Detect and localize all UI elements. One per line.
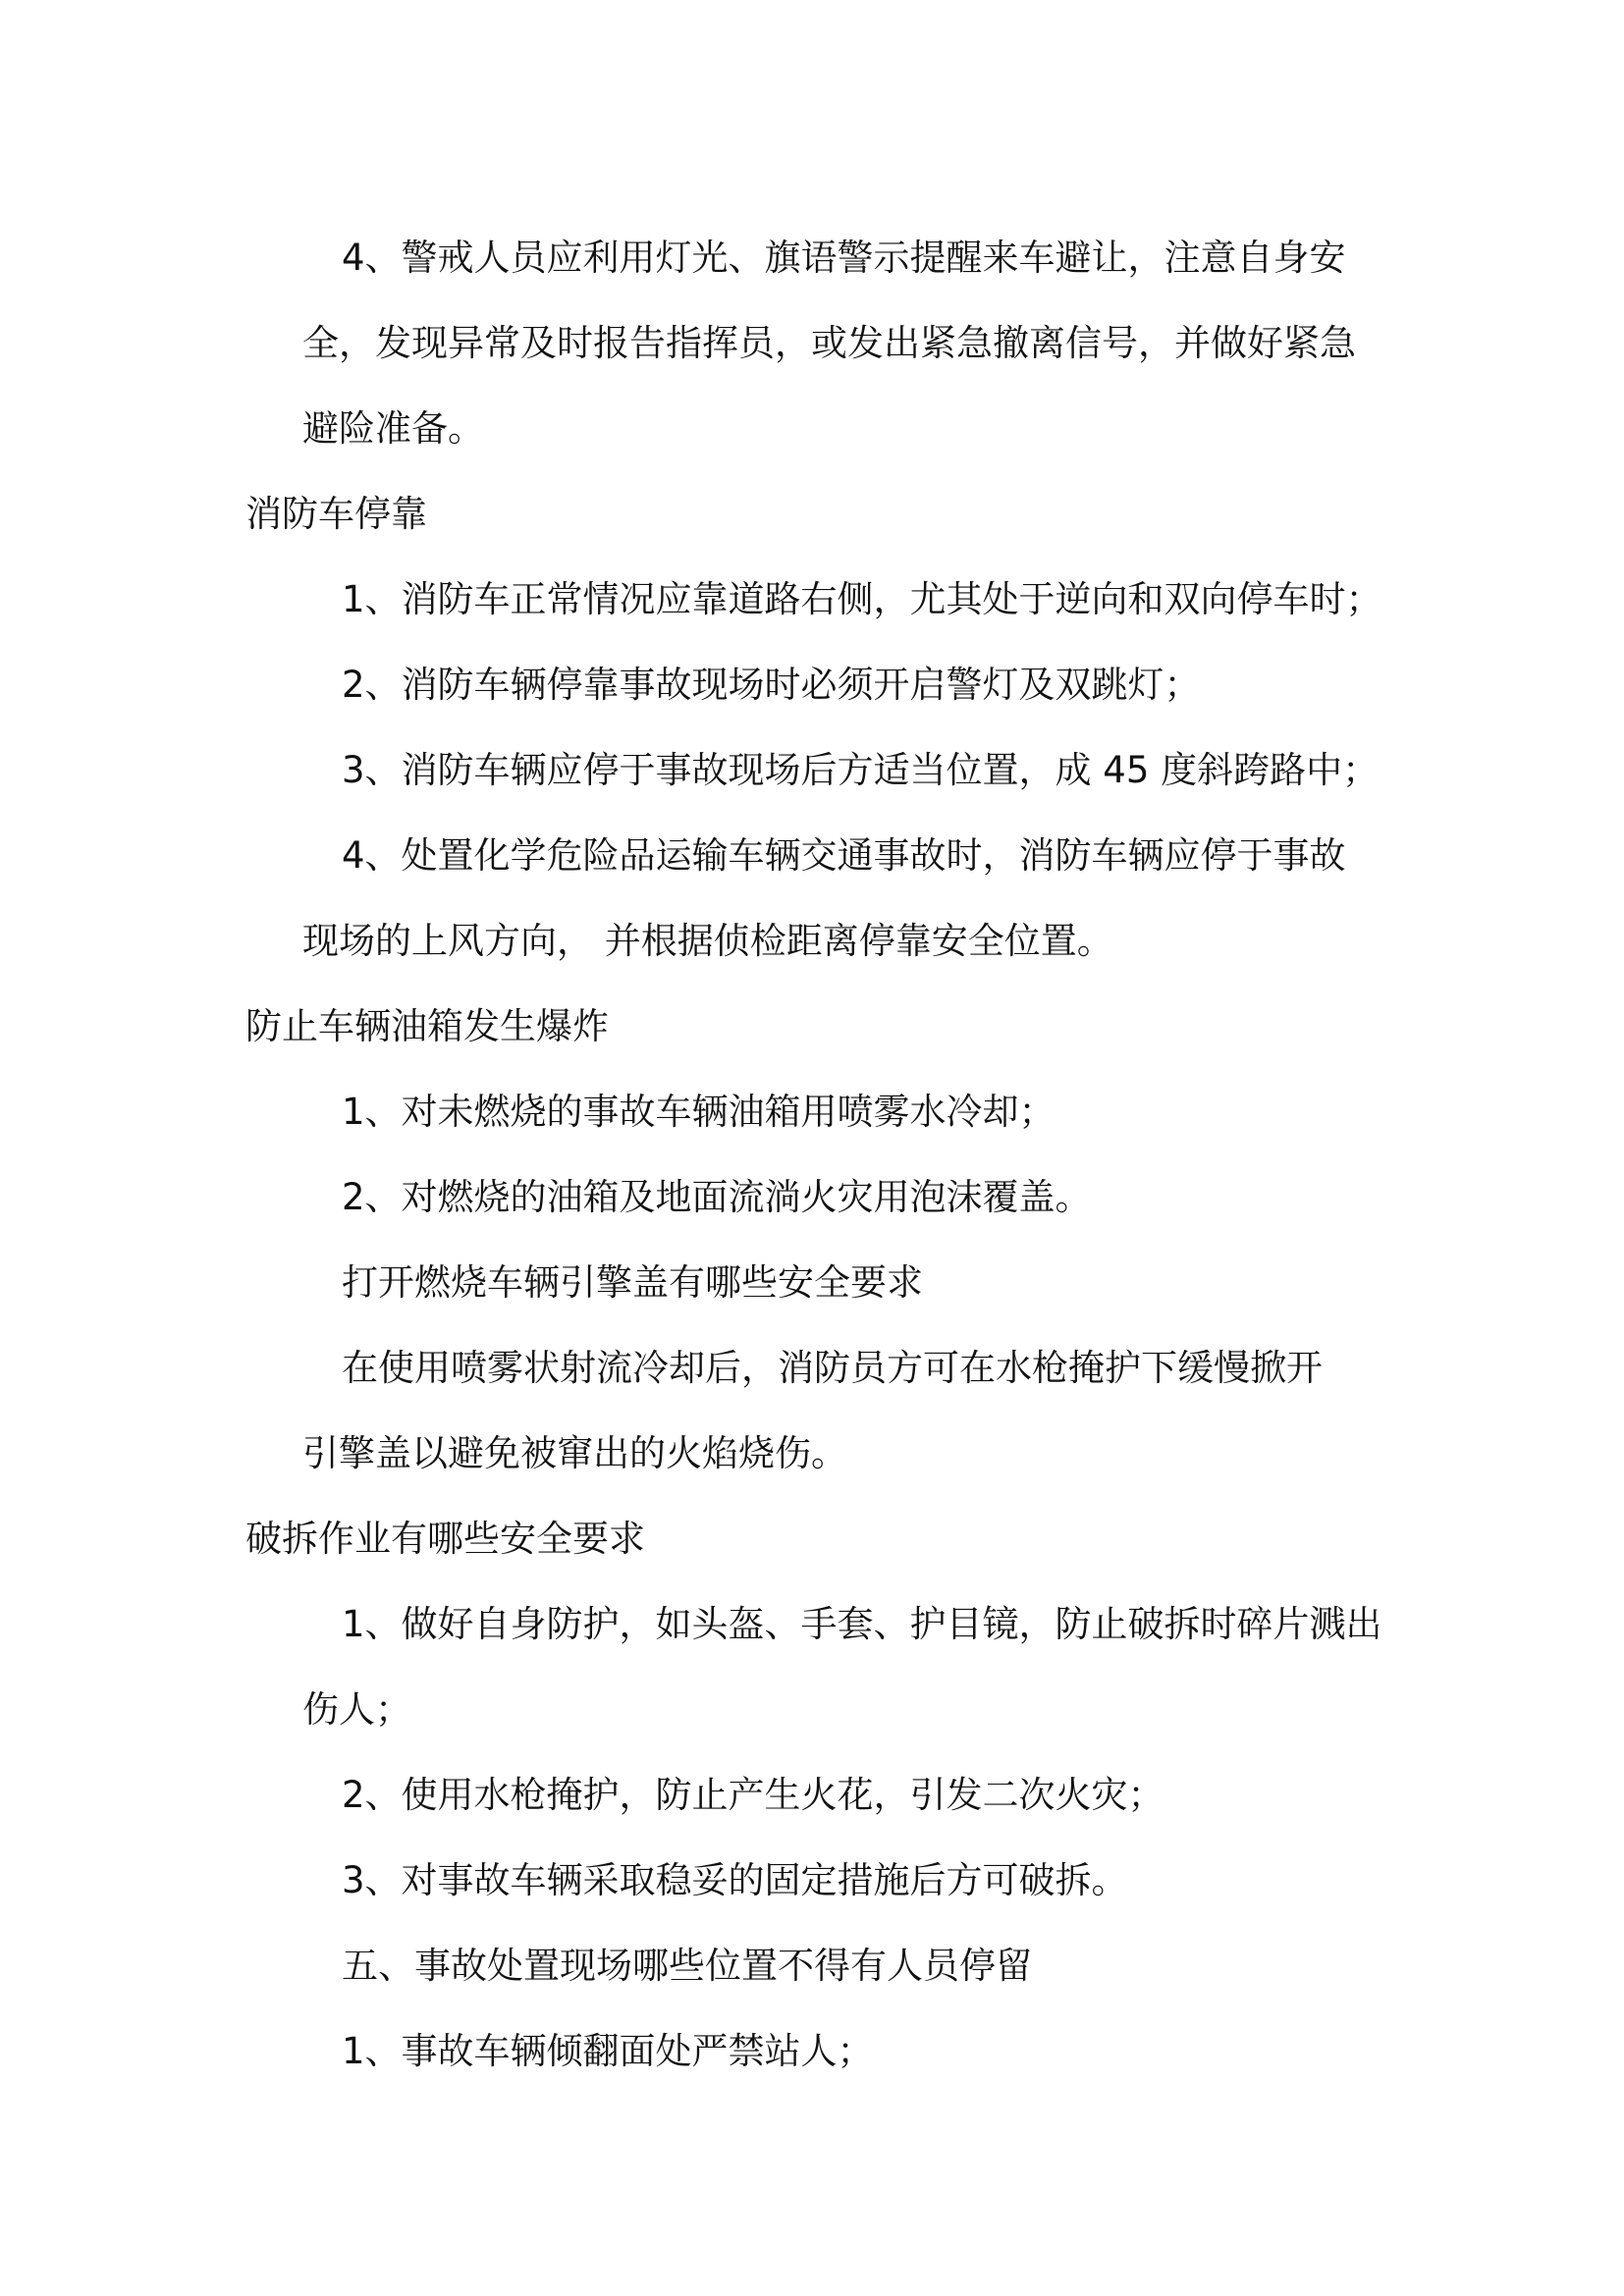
list-item: 1、消防车正常情况应靠道路右侧，尤其处于逆向和双向停车时； (342, 578, 1382, 620)
list-item: 2、使用水枪掩护，防止产生火花，引发二次火灾； (342, 1774, 1164, 1816)
paragraph-line: 伤人； (302, 1688, 411, 1731)
paragraph-line: 现场的上风方向， 并根据侦检距离停靠安全位置。 (302, 920, 1113, 962)
section-heading: 破拆作业有哪些安全要求 (245, 1518, 645, 1560)
list-item: 1、事故车辆倾翻面处严禁站人； (342, 2030, 874, 2072)
section-heading: 防止车辆油箱发生爆炸 (245, 1005, 609, 1047)
list-item: 3、对事故车辆采取稳妥的固定措施后方可破拆。 (342, 1859, 1128, 1901)
paragraph-line: 4、警戒人员应利用灯光、旗语警示提醒来车避让，注意自身安 (342, 237, 1346, 279)
list-item: 3、消防车辆应停于事故现场后方适当位置，成 45 度斜跨路中； (342, 749, 1380, 791)
list-item: 1、做好自身防护，如头盔、手套、护目镜，防止破拆时碎片溅出 (342, 1603, 1382, 1645)
section-heading: 消防车停靠 (245, 493, 427, 535)
paragraph-line: 在使用喷雾状射流冷却后，消防员方可在水枪掩护下缓慢掀开 (342, 1347, 1323, 1389)
list-item: 1、对未燃烧的事故车辆油箱用喷雾水冷却； (342, 1091, 1056, 1133)
list-item: 4、处置化学危险品运输车辆交通事故时，消防车辆应停于事故 (342, 834, 1346, 877)
list-item: 2、消防车辆停靠事故现场时必须开启警灯及双跳灯； (342, 664, 1201, 706)
paragraph-line: 避险准备。 (302, 407, 484, 450)
paragraph-line: 全，发现异常及时报告指挥员，或发出紧急撤离信号，并做好紧急 (302, 322, 1356, 364)
paragraph-line: 引擎盖以避免被窜出的火焰烧伤。 (302, 1432, 847, 1474)
subsection-heading: 打开燃烧车辆引擎盖有哪些安全要求 (342, 1261, 923, 1304)
list-item: 2、对燃烧的油箱及地面流淌火灾用泡沫覆盖。 (342, 1176, 1092, 1218)
subsection-heading: 五、事故处置现场哪些位置不得有人员停留 (342, 1945, 1032, 1987)
